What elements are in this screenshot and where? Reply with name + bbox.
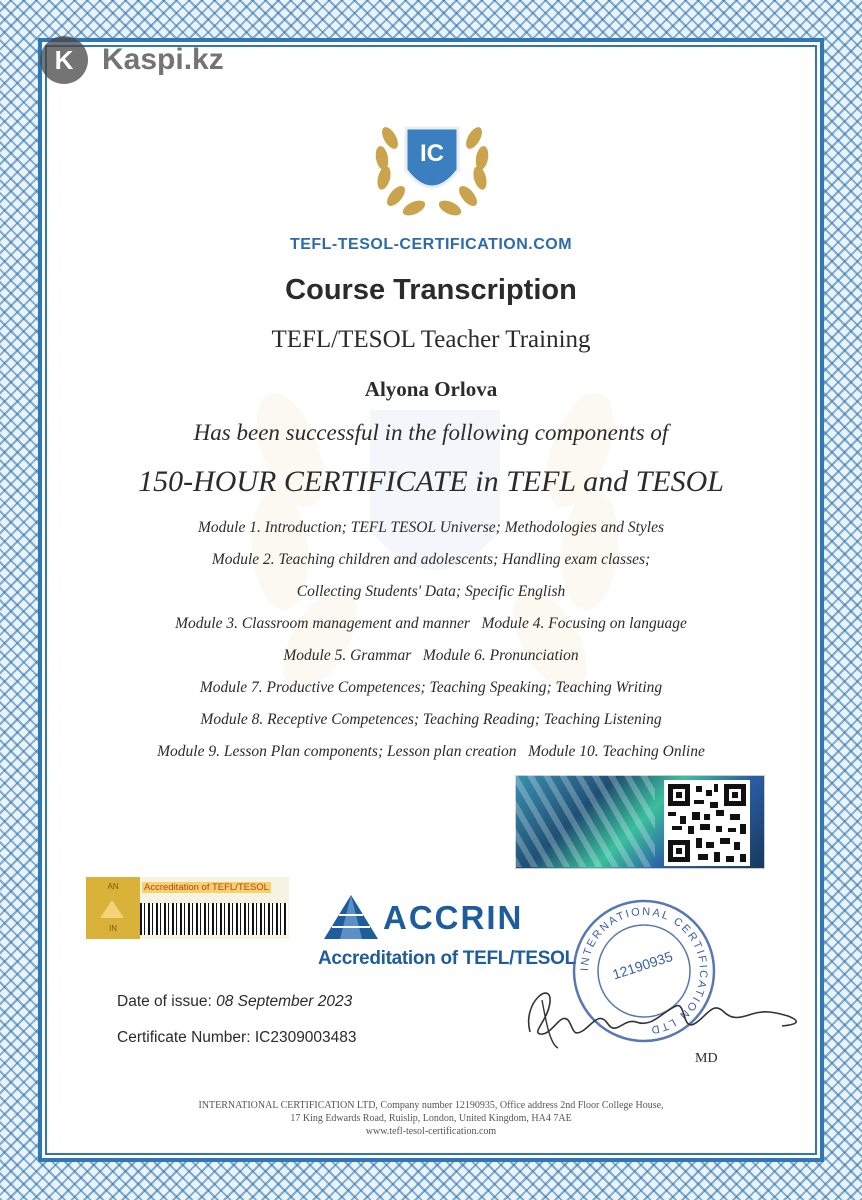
footer-line-2: 17 King Edwards Road, Ruislip, London, United Kingdom, HA4 7AE: [290, 1113, 572, 1124]
date-value: 08 September 2023: [216, 993, 353, 1010]
module-line: Collecting Students' Data; Specific English: [296, 583, 566, 600]
module-line: Module 7. Productive Competences; Teaching Speaking; Teaching Writing: [199, 679, 663, 696]
barcode-icon: [140, 903, 288, 935]
stamp-ring-text: INTERNATIONAL CERTIFICATION LTD: [578, 905, 710, 1036]
website-logo-text: TEFL-TESOL-CERTIFICATION.COM: [289, 236, 573, 253]
sticker-side-bottom: IN: [109, 924, 117, 933]
number-label: Certificate Number:: [117, 1029, 255, 1046]
kaspi-logo-icon: K: [40, 36, 88, 84]
stamp-number: 12190935: [610, 948, 675, 983]
accrin-pyramid-icon: [322, 893, 380, 941]
module-line: Module 2. Teaching children and adolescents; Handling exam classes;: [211, 551, 651, 568]
sticker-label: Accreditation of TEFL/TESOL: [144, 882, 269, 893]
footer-website: www.tefl-tesol-certification.com: [365, 1126, 497, 1137]
module-line: Module 9. Lesson Plan components; Lesson plan creation Module 10. Teaching Online: [157, 743, 705, 760]
date-of-issue: [117, 993, 352, 1011]
number-value: IC2309003483: [254, 1029, 357, 1046]
accrin-logo-text: ACCRIN: [383, 899, 524, 936]
kaspi-watermark: [40, 36, 224, 84]
sticker-side-top: AN: [107, 882, 119, 891]
hologram-pattern: [515, 775, 655, 867]
handwritten-signature: [512, 972, 812, 1052]
signatory-title: MD: [695, 1051, 718, 1066]
footer-line-1: INTERNATIONAL CERTIFICATION LTD, Company number 12190935, Office address 2nd Floor College House,: [198, 1100, 664, 1111]
pyramid-icon: [98, 898, 126, 920]
recipient-name: Alyona Orlova: [364, 377, 498, 401]
kaspi-watermark-text: Kaspi.kz: [102, 43, 224, 76]
logo-badge-text: IC: [420, 140, 444, 167]
qr-code-icon: [664, 780, 750, 866]
document-title: Course Transcription: [285, 274, 577, 306]
module-line: Module 3. Classroom management and manner Module 4. Focusing on language: [175, 615, 687, 632]
module-line: Module 5. Grammar Module 6. Pronunciation: [283, 647, 579, 664]
module-line: Module 1. Introduction; TEFL TESOL Universe; Methodologies and Styles: [198, 519, 664, 536]
certificate-title: 150-HOUR CERTIFICATE in TEFL and TESOL: [138, 465, 724, 498]
accrin-tagline: Accreditation of TEFL/TESOL: [318, 948, 576, 969]
course-subtitle: TEFL/TESOL Teacher Training: [271, 326, 591, 353]
certificate-number: [117, 1029, 357, 1047]
footer-address: [0, 1099, 862, 1138]
intro-text: Has been successful in the following components of: [193, 420, 669, 445]
date-label: Date of issue:: [117, 993, 217, 1010]
module-line: Module 8. Receptive Competences; Teaching Reading; Teaching Listening: [200, 711, 662, 728]
